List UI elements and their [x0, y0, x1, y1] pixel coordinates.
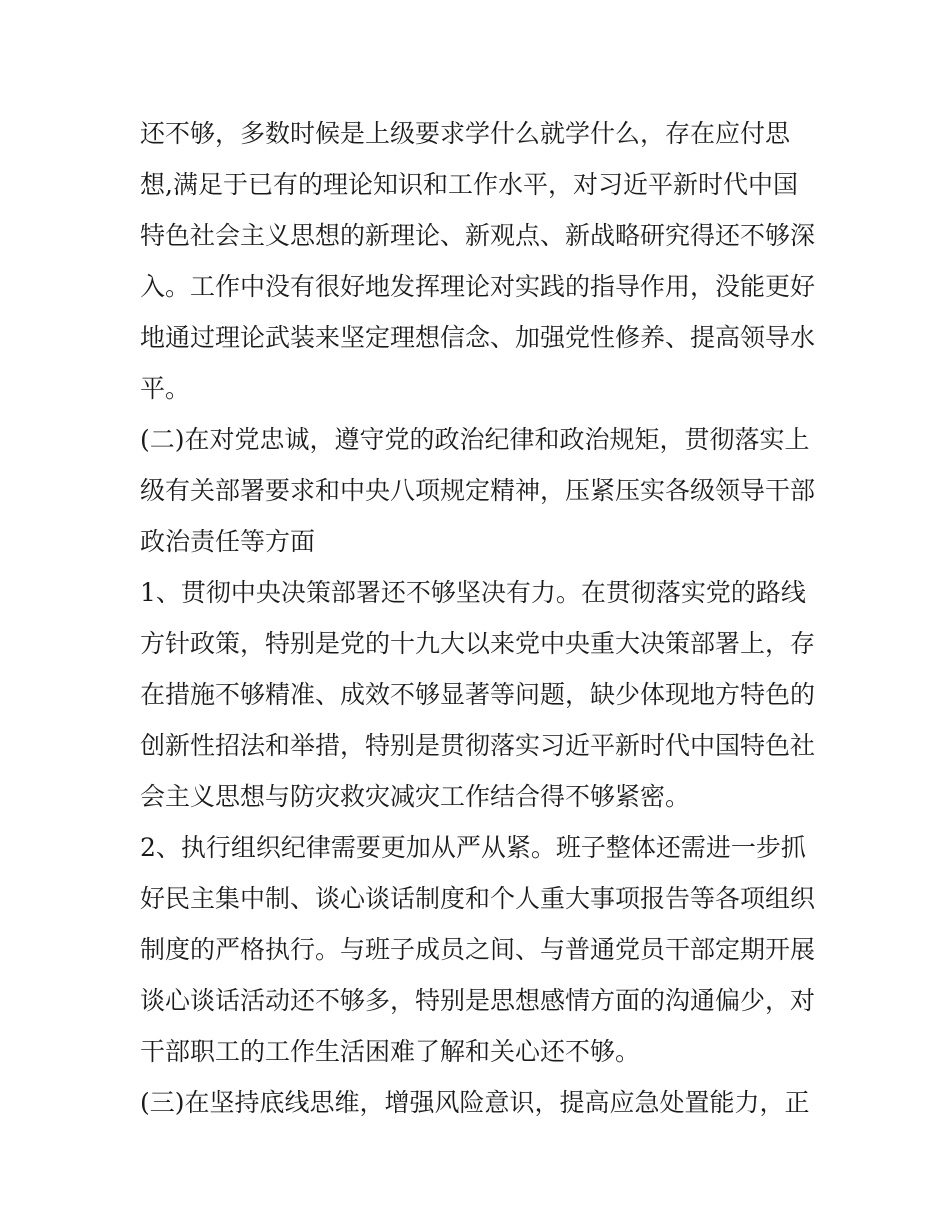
text-line: 好民主集中制、谈心谈话制度和个人重大事项报告等各项组织	[140, 884, 816, 913]
text-line: 想,满足于已有的理论知识和工作水平，对习近平新时代中国	[140, 170, 798, 199]
text-line: 方针政策，特别是党的十九大以来党中央重大决策部署上，存	[140, 629, 816, 658]
section-heading-line: (三)在坚持底线思维，增强风险意识，提高应急处置能力，正	[140, 1088, 810, 1117]
text-line: 1、贯彻中央决策部署还不够坚决有力。在贯彻落实党的路线	[140, 578, 806, 607]
text-line: 入。工作中没有很好地发挥理论对实践的指导作用，没能更好	[140, 272, 816, 301]
text-line: 创新性招法和举措，特别是贯彻落实习近平新时代中国特色社	[140, 731, 816, 760]
text-line: 在措施不够精准、成效不够显著等问题，缺少体现地方特色的	[140, 680, 816, 709]
text-line: 制度的严格执行。与班子成员之间、与普通党员干部定期开展	[140, 935, 816, 964]
text-line: 地通过理论武装来坚定理想信念、加强党性修养、提高领导水	[140, 323, 816, 352]
text-line: 2、执行组织纪律需要更加从严从紧。班子整体还需进一步抓	[140, 833, 806, 862]
section-heading-line: 政治责任等方面	[140, 527, 316, 556]
text-line: 平。	[140, 374, 191, 403]
document-body	[140, 108, 820, 1128]
section-heading-line: 级有关部署要求和中央八项规定精神，压紧压实各级领导干部	[140, 476, 816, 505]
section-heading-line: (二)在对党忠诚，遵守党的政治纪律和政治规矩，贯彻落实上	[140, 425, 810, 454]
text-line: 特色社会主义思想的新理论、新观点、新战略研究得还不够深	[140, 221, 816, 250]
text-line: 还不够，多数时候是上级要求学什么就学什么，存在应付思	[140, 119, 791, 148]
text-line: 会主义思想与防灾救灾减灾工作结合得不够紧密。	[140, 782, 691, 811]
text-line: 干部职工的工作生活困难了解和关心还不够。	[140, 1037, 641, 1066]
text-line: 谈心谈话活动还不够多，特别是思想感情方面的沟通偏少，对	[140, 986, 816, 1015]
